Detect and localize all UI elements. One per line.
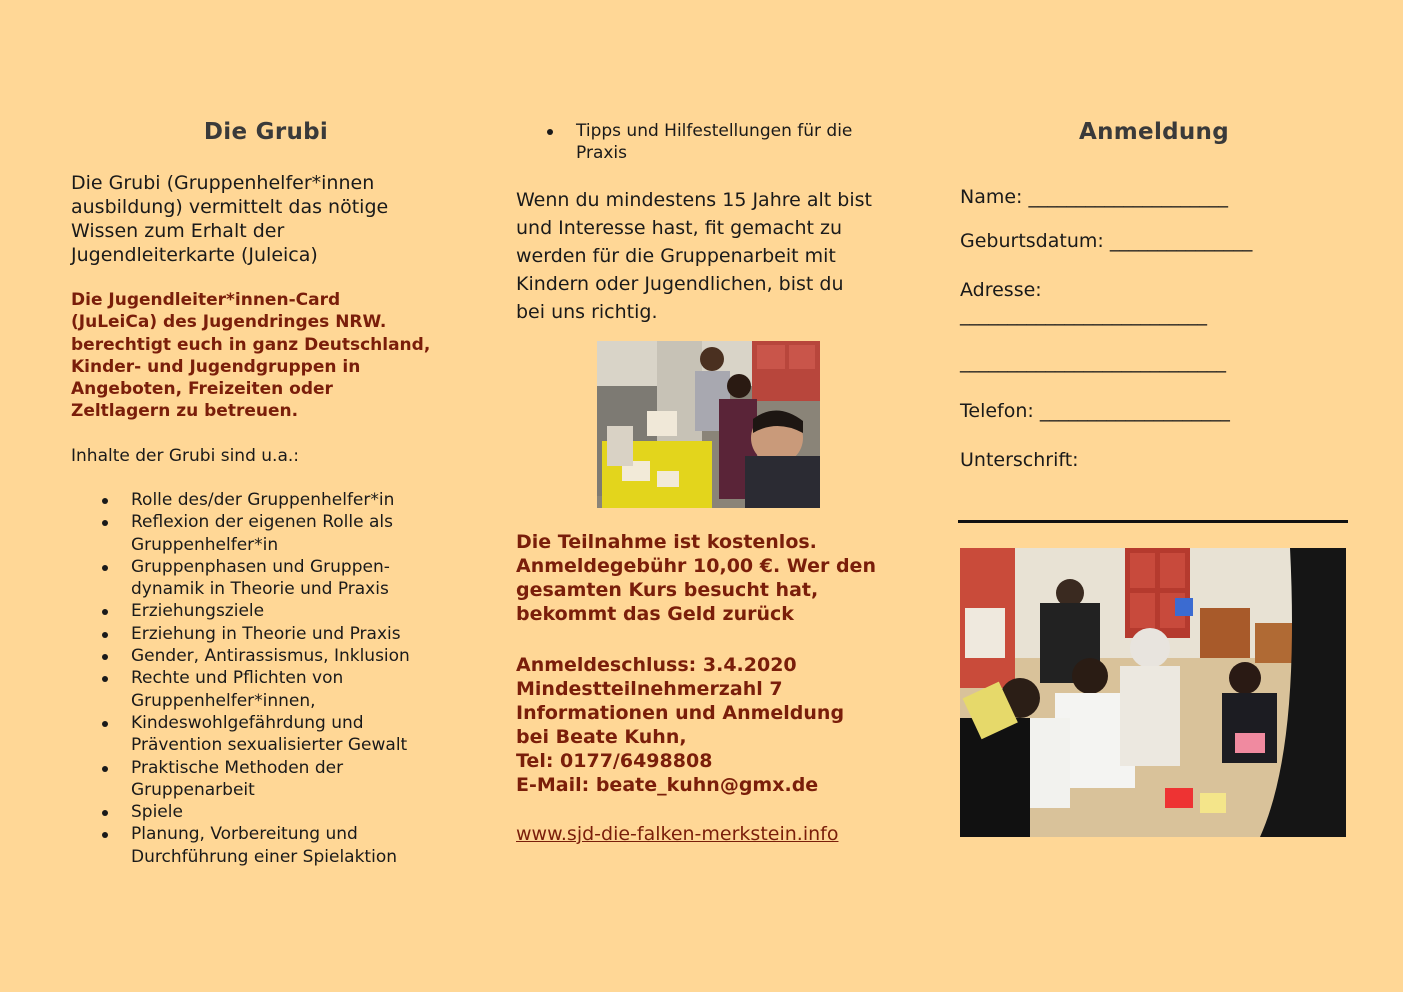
highlight-line: Die Jugendleiter*innen-Card bbox=[71, 290, 341, 310]
fee-line: gesamten Kurs besucht hat, bbox=[516, 579, 819, 601]
list-item bbox=[71, 645, 461, 667]
contents-list bbox=[71, 489, 461, 868]
list-item-text: Reflexion der eigenen Rolle als bbox=[131, 512, 393, 533]
list-item-text: Erziehung in Theorie und Praxis bbox=[131, 623, 401, 644]
list-item bbox=[71, 757, 461, 802]
juleica-highlight bbox=[71, 289, 471, 423]
list-item bbox=[71, 511, 461, 556]
info-line: Informationen und Anmeldung bbox=[516, 702, 845, 724]
fee-line: Die Teilnahme ist kostenlos. bbox=[516, 531, 817, 553]
group-photo-1 bbox=[597, 341, 820, 508]
info-line: bei Beate Kuhn, bbox=[516, 726, 687, 748]
section-title-grubi: Die Grubi bbox=[203, 119, 329, 145]
list-item-text: Gruppenhelfer*in bbox=[131, 534, 279, 555]
intro-line: Jugendleiterkarte (Juleica) bbox=[71, 244, 318, 266]
list-item bbox=[71, 823, 461, 868]
phone-field[interactable]: Telefon: ____________________ bbox=[960, 400, 1230, 422]
address-label: Adresse: bbox=[960, 279, 1042, 301]
list-item-text: Praxis bbox=[576, 143, 627, 164]
signature-line[interactable] bbox=[958, 520, 1348, 523]
list-item-text: Rechte und Pflichten von bbox=[131, 668, 344, 689]
list-item-text: Planung, Vorbereitung und bbox=[131, 824, 358, 845]
list-item-text: Rolle des/der Gruppenhelfer*in bbox=[131, 490, 395, 510]
list-item bbox=[71, 489, 461, 511]
paragraph-line: werden für die Gruppenarbeit mit bbox=[516, 245, 836, 267]
intro-line: Die Grubi (Gruppenhelfer*innen bbox=[71, 172, 375, 194]
list-item bbox=[71, 712, 461, 757]
intro-line: Wissen zum Erhalt der bbox=[71, 220, 285, 242]
list-item-text: Erziehungsziele bbox=[131, 601, 265, 622]
list-item bbox=[71, 801, 461, 823]
eligibility-paragraph bbox=[516, 186, 916, 326]
list-item-text: Gruppenphasen und Gruppen- bbox=[131, 556, 390, 577]
section-title-anmeldung: Anmeldung bbox=[1079, 119, 1229, 145]
fee-line: Anmeldegebühr 10,00 €. Wer den bbox=[516, 555, 876, 577]
highlight-line: Kinder- und Jugendgruppen in bbox=[71, 356, 361, 377]
signature-label: Unterschrift: bbox=[960, 449, 1079, 471]
list-item-text: Prävention sexualisierter Gewalt bbox=[131, 735, 408, 756]
info-line: Anmeldeschluss: 3.4.2020 bbox=[516, 654, 797, 676]
list-item bbox=[516, 120, 906, 165]
registration-info bbox=[516, 653, 916, 797]
list-item bbox=[71, 600, 461, 622]
list-item-text: Spiele bbox=[131, 802, 183, 823]
phone-text: Tel: 0177/6498808 bbox=[516, 750, 713, 772]
list-item bbox=[71, 556, 461, 601]
highlight-line: Angeboten, Freizeiten oder bbox=[71, 379, 333, 400]
highlight-line: Zeltlagern zu betreuen. bbox=[71, 401, 299, 422]
address-field-2[interactable]: ____________________________ bbox=[960, 351, 1226, 373]
list-item-text: dynamik in Theorie und Praxis bbox=[131, 579, 389, 600]
intro-line: ausbildung) vermittelt das nötige bbox=[71, 196, 389, 218]
website-link[interactable]: www.sjd-die-falken-merkstein.info bbox=[516, 823, 839, 845]
contents-heading: Inhalte der Grubi sind u.a.: bbox=[71, 446, 300, 466]
tips-list bbox=[516, 120, 906, 165]
paragraph-line: Kindern oder Jugendlichen, bist du bbox=[516, 273, 844, 295]
email-text: E-Mail: beate_kuhn@gmx.de bbox=[516, 774, 819, 796]
list-item-text: Kindeswohlgefährdung und bbox=[131, 712, 364, 733]
list-item-text: Gender, Antirassismus, Inklusion bbox=[131, 646, 410, 667]
highlight-line: berechtigt euch in ganz Deutschland, bbox=[71, 334, 431, 355]
paragraph-line: Wenn du mindestens 15 Jahre alt bist bbox=[516, 189, 872, 211]
list-item bbox=[71, 623, 461, 645]
highlight-line: (JuLeiCa) des Jugendringes NRW. bbox=[71, 312, 387, 333]
list-item-text: Gruppenhelfer*innen, bbox=[131, 690, 316, 711]
list-item-text: Tipps und Hilfestellungen für die bbox=[576, 121, 853, 141]
paragraph-line: bei uns richtig. bbox=[516, 301, 658, 323]
list-item-text: Gruppenarbeit bbox=[131, 779, 255, 800]
info-line: Mindestteilnehmerzahl 7 bbox=[516, 678, 783, 700]
group-photo-2 bbox=[960, 548, 1346, 837]
name-field[interactable]: Name: _____________________ bbox=[960, 186, 1228, 208]
fee-line: bekommt das Geld zurück bbox=[516, 603, 794, 625]
paragraph-line: und Interesse hast, fit gemacht zu bbox=[516, 217, 843, 239]
birthdate-field[interactable]: Geburtsdatum: _______________ bbox=[960, 230, 1253, 252]
list-item-text: Praktische Methoden der bbox=[131, 757, 344, 778]
address-field-1[interactable]: __________________________ bbox=[960, 304, 1207, 326]
list-item bbox=[71, 667, 461, 712]
fee-notice bbox=[516, 530, 916, 626]
list-item-text: Durchführung einer Spielaktion bbox=[131, 846, 397, 867]
intro-paragraph bbox=[71, 171, 461, 267]
